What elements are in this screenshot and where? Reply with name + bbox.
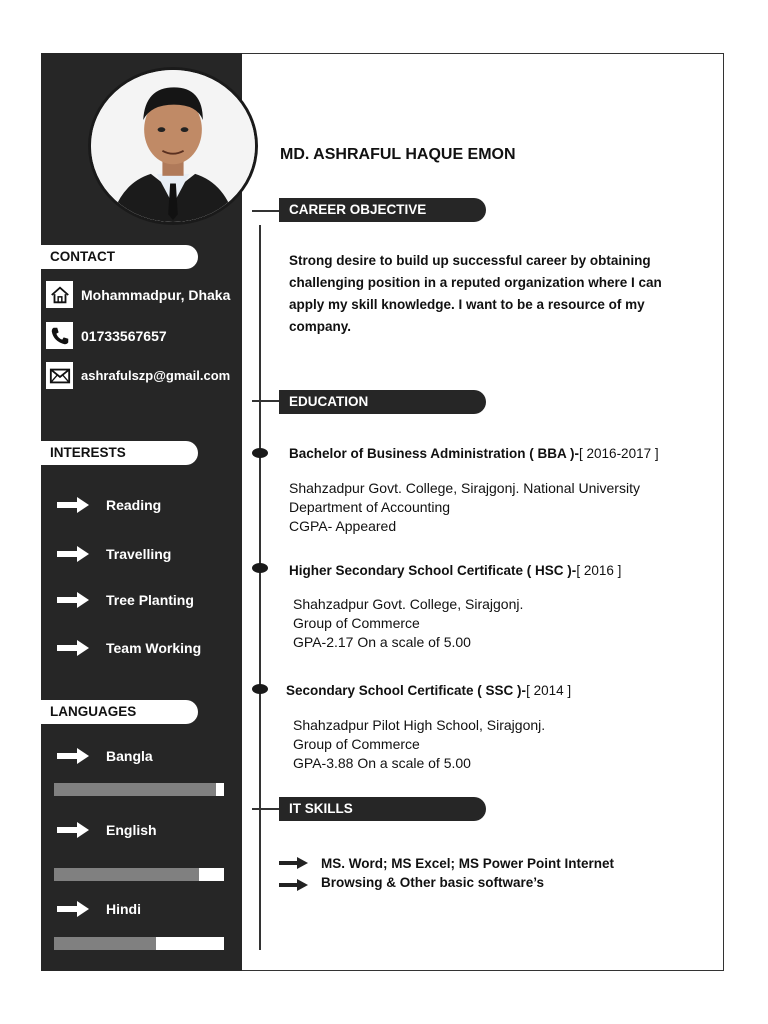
arrow-right-icon [279, 857, 308, 869]
arrow-right-icon [57, 901, 89, 917]
language-level-bar [54, 868, 224, 881]
timeline-line [259, 225, 261, 950]
it-skills-text: MS. Word; MS Excel; MS Power Point Internet Browsing & Other basic software’s [321, 856, 615, 890]
language-item: Hindi [57, 901, 141, 917]
language-level-bar [54, 783, 224, 796]
timeline-dot [252, 684, 268, 694]
education-title: Secondary School Certificate ( SSC )-[ 2014 ] [286, 683, 572, 698]
contact-phone [46, 322, 167, 349]
timeline-connector [252, 808, 280, 810]
arrow-right-icon [57, 497, 89, 513]
address-text: Mohammadpur, Dhaka [81, 286, 231, 303]
languages-heading: LANGUAGES [41, 700, 198, 724]
phone-text: 01733567657 [81, 327, 167, 344]
interest-item: Team Working [57, 640, 201, 656]
email-text[interactable]: ashrafulszp@gmail.com [81, 368, 231, 383]
envelope-icon [46, 362, 73, 389]
timeline-connector [252, 210, 280, 212]
interest-item: Reading [57, 497, 161, 513]
contact-email [46, 362, 230, 389]
timeline-dot [252, 563, 268, 573]
person-portrait-icon [91, 70, 255, 222]
interest-item: Tree Planting [57, 592, 194, 608]
contact-heading: CONTACT [41, 245, 198, 269]
education-title: Higher Secondary School Certificate ( HSC )-[ 2016 ] [289, 563, 622, 578]
it-skills-heading: IT SKILLS [279, 797, 486, 821]
education-title: Bachelor of Business Administration ( BBA )-[ 2016-2017 ] [289, 446, 659, 461]
arrow-right-icon [57, 822, 89, 838]
profile-photo [88, 67, 258, 225]
career-objective-text: Strong desire to build up successful career by obtaining challenging position in a reputed organization where I can apply my skill knowledge. I want to be a resource of my company. [289, 253, 662, 334]
career-objective-heading: CAREER OBJECTIVE [279, 198, 486, 222]
contact-address [46, 281, 230, 308]
interest-item: Travelling [57, 546, 171, 562]
house-icon [46, 281, 73, 308]
language-item: Bangla [57, 748, 153, 764]
education-details: Shahzadpur Govt. College, Sirajgonj. National University Department of Accounting CGPA- Appeared [289, 480, 640, 534]
candidate-name: MD. ASHRAFUL HAQUE EMON [280, 146, 516, 163]
phone-icon [46, 322, 73, 349]
timeline-connector [252, 400, 280, 402]
language-level-bar [54, 937, 224, 950]
education-details: Shahzadpur Govt. College, Sirajgonj. Group of Commerce GPA-2.17 On a scale of 5.00 [293, 596, 524, 650]
arrow-right-icon [57, 748, 89, 764]
language-item: English [57, 822, 157, 838]
arrow-right-icon [279, 879, 308, 891]
arrow-right-icon [57, 640, 89, 656]
arrow-right-icon [57, 546, 89, 562]
education-heading: EDUCATION [279, 390, 486, 414]
interests-heading: INTERESTS [41, 441, 198, 465]
arrow-right-icon [57, 592, 89, 608]
timeline-dot [252, 448, 268, 458]
education-details: Shahzadpur Pilot High School, Sirajgonj. Group of Commerce GPA-3.88 On a scale of 5.00 [293, 717, 546, 771]
